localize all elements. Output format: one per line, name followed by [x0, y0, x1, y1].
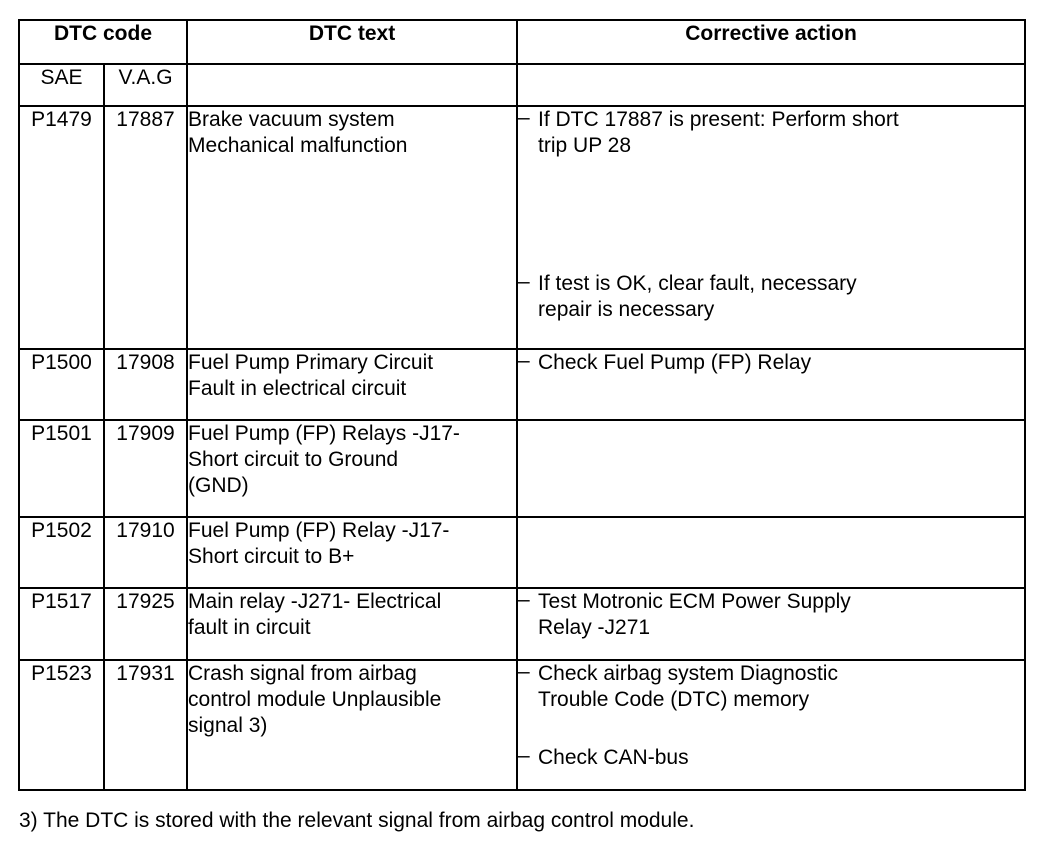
action-item [518, 661, 1024, 713]
empty-subheader-cell [187, 64, 517, 106]
action-line: repair is necessary [538, 298, 715, 321]
vag-code: 17925 [104, 588, 187, 660]
dash-icon: – [518, 744, 530, 767]
dtc-text-line: signal 3) [188, 714, 268, 737]
dtc-text-cell [187, 420, 517, 517]
dtc-text-line: Fault in electrical circuit [188, 377, 407, 400]
dtc-code-header: DTC code [19, 20, 187, 64]
dtc-text-line: Mechanical malfunction [188, 134, 408, 157]
action-item [518, 350, 1024, 376]
dtc-text-line: Brake vacuum system [188, 108, 395, 131]
vag-code: 17931 [104, 660, 187, 790]
dtc-text-cell [187, 517, 517, 588]
vag-code: 17887 [104, 106, 187, 349]
dtc-text-line: Short circuit to Ground [188, 448, 399, 471]
subheader-row [19, 64, 1025, 106]
sae-subheader: SAE [19, 64, 104, 106]
dtc-text-line: Crash signal from airbag [188, 662, 417, 685]
dtc-table [18, 19, 1026, 791]
action-item [518, 589, 1024, 641]
corrective-action-cell [517, 588, 1025, 660]
dtc-text-line: Short circuit to B+ [188, 545, 355, 568]
dash-icon: – [518, 270, 530, 293]
dtc-text-line: (GND) [188, 474, 249, 497]
action-line: Check Fuel Pump (FP) Relay [538, 351, 812, 374]
table-row [19, 588, 1025, 660]
table-row [19, 517, 1025, 588]
dtc-text-line: Fuel Pump (FP) Relays -J17- [188, 422, 460, 445]
corrective-action-header: Corrective action [517, 20, 1025, 64]
corrective-action-cell [517, 106, 1025, 349]
empty-subheader-cell [517, 64, 1025, 106]
vag-code: 17910 [104, 517, 187, 588]
dtc-text-line: Main relay -J271- Electrical [188, 590, 442, 613]
action-line: Relay -J271 [538, 616, 651, 639]
action-item [518, 745, 1024, 771]
corrective-action-cell [517, 660, 1025, 790]
action-item [518, 271, 1024, 323]
dtc-text-cell [187, 106, 517, 349]
action-line: Check CAN-bus [538, 746, 689, 769]
sae-code: P1517 [19, 588, 104, 660]
dash-icon: – [518, 660, 530, 683]
footnote: 3) The DTC is stored with the relevant signal from airbag control module. [19, 809, 695, 832]
table-row [19, 349, 1025, 420]
header-row [19, 20, 1025, 64]
sae-code: P1523 [19, 660, 104, 790]
action-line: If DTC 17887 is present: Perform short [538, 108, 899, 131]
table-row [19, 660, 1025, 790]
corrective-action-cell [517, 420, 1025, 517]
action-line: trip UP 28 [538, 134, 632, 157]
sae-code: P1501 [19, 420, 104, 517]
dtc-text-line: Fuel Pump (FP) Relay -J17- [188, 519, 450, 542]
sae-code: P1502 [19, 517, 104, 588]
dtc-text-line: Fuel Pump Primary Circuit [188, 351, 434, 374]
sae-code: P1479 [19, 106, 104, 349]
table-row [19, 420, 1025, 517]
corrective-action-cell [517, 517, 1025, 588]
dash-icon: – [518, 106, 530, 129]
action-line: Test Motronic ECM Power Supply [538, 590, 851, 613]
vag-code: 17909 [104, 420, 187, 517]
action-line: Check airbag system Diagnostic [538, 662, 838, 685]
sae-code: P1500 [19, 349, 104, 420]
dtc-text-line: fault in circuit [188, 616, 311, 639]
dtc-text-line: control module Unplausible [188, 688, 442, 711]
dtc-text-header: DTC text [187, 20, 517, 64]
dash-icon: – [518, 349, 530, 372]
dtc-text-cell [187, 588, 517, 660]
action-line: If test is OK, clear fault, necessary [538, 272, 857, 295]
dtc-text-cell [187, 349, 517, 420]
dtc-text-cell [187, 660, 517, 790]
dash-icon: – [518, 588, 530, 611]
vag-subheader: V.A.G [104, 64, 187, 106]
action-item [518, 107, 1024, 159]
corrective-action-cell [517, 349, 1025, 420]
action-line: Trouble Code (DTC) memory [538, 688, 810, 711]
vag-code: 17908 [104, 349, 187, 420]
table-row [19, 106, 1025, 349]
